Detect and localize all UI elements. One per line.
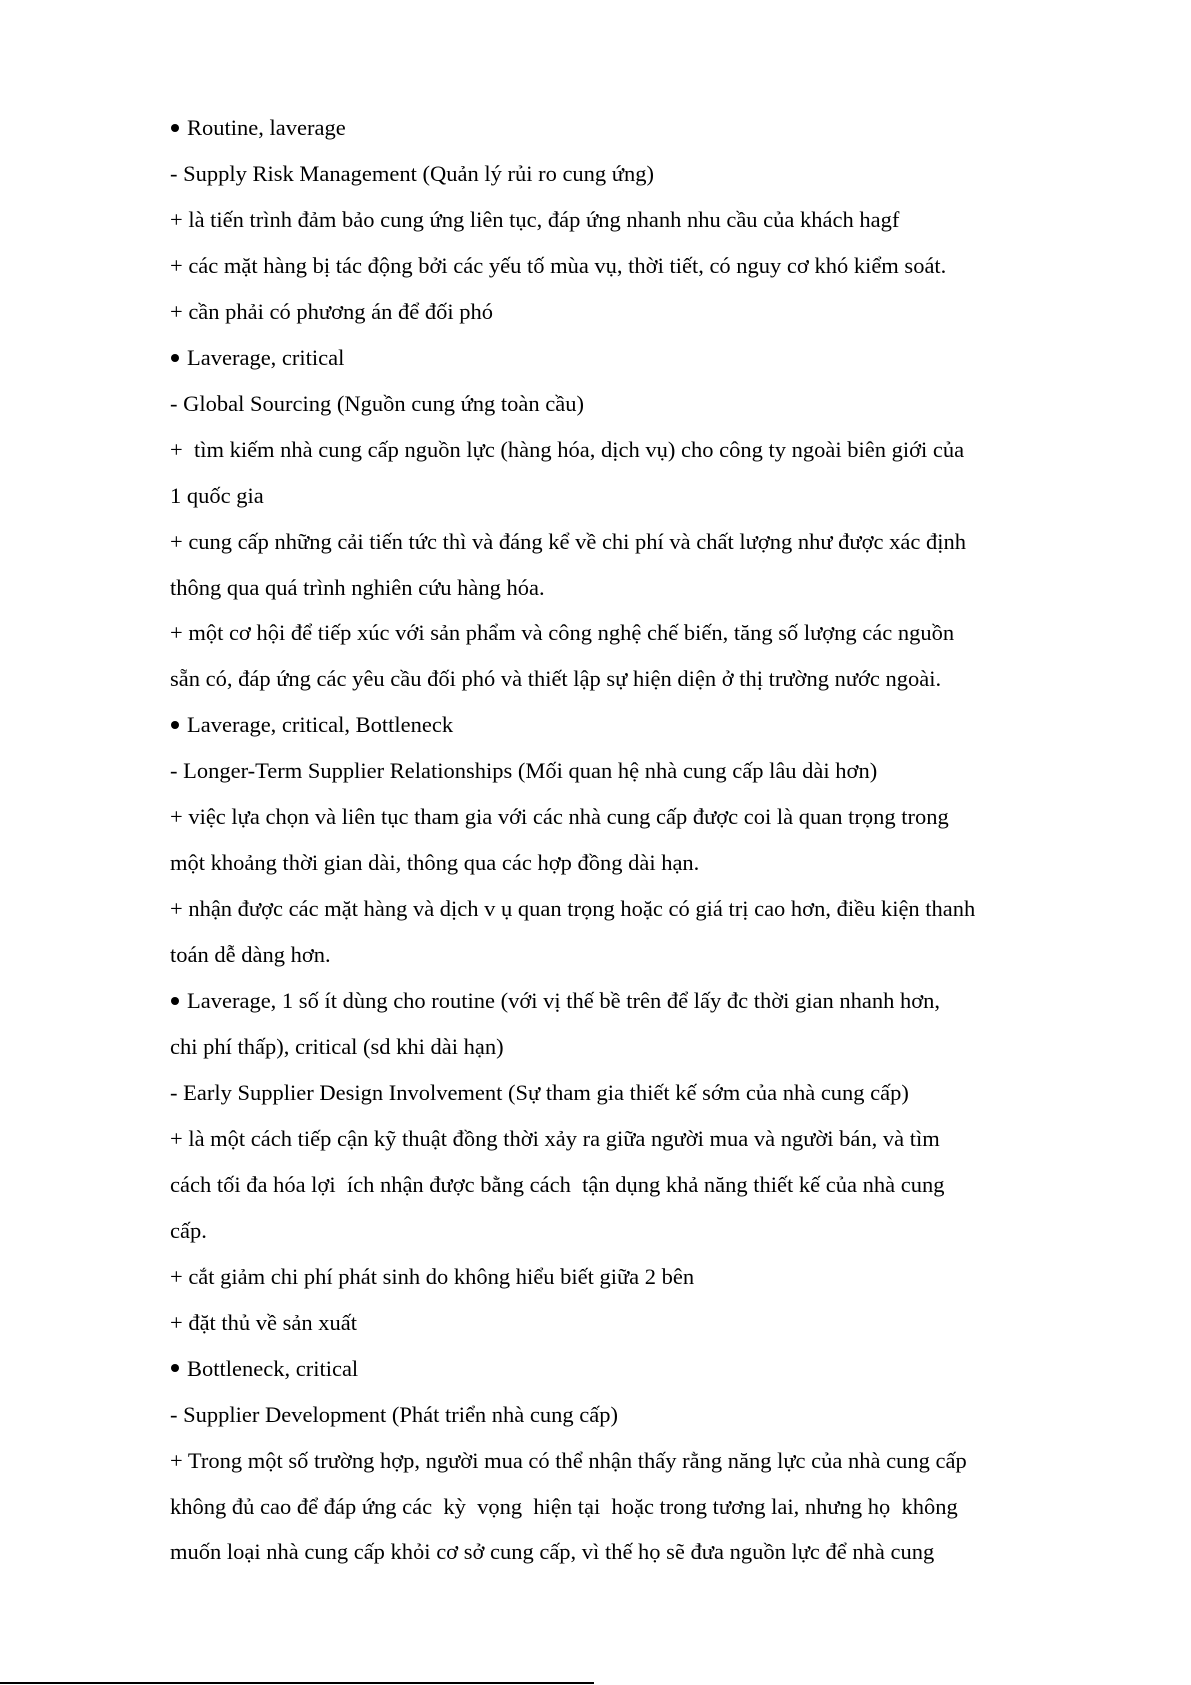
bullet-item	[170, 710, 453, 740]
text-line: cách tối đa hóa lợi ích nhận được bằng cách tận dụng khả năng thiết kế của nhà cung	[170, 1171, 945, 1197]
text-line: + nhận được các mặt hàng và dịch v ụ quan trọng hoặc có giá trị cao hơn, điều kiện thanh	[170, 896, 976, 922]
bullet-dot-icon	[171, 1364, 179, 1372]
text-line: thông qua quá trình nghiên cứu hàng hóa.	[170, 574, 545, 600]
bullet-text: Laverage, critical, Bottleneck	[187, 712, 454, 738]
bullet-item	[170, 986, 940, 1016]
text-line: sẵn có, đáp ứng các yêu cầu đối phó và thiết lập sự hiện diện ở thị trường nước ngoài.	[170, 666, 942, 692]
text-line: không đủ cao để đáp ứng các kỳ vọng hiện tại hoặc trong tương lai, nhưng họ không	[170, 1493, 958, 1519]
bullet-item	[170, 343, 344, 373]
text-line: + cung cấp những cải tiến tức thì và đáng kể về chi phí và chất lượng như được xác định	[170, 528, 966, 554]
footer-divider	[0, 1682, 594, 1684]
bullet-text: Routine, laverage	[187, 115, 346, 140]
text-line: + cắt giảm chi phí phát sinh do không hiểu biết giữa 2 bên	[170, 1263, 695, 1289]
bullet-text: Laverage, critical	[187, 344, 345, 370]
bullet-dot-icon	[171, 997, 179, 1005]
text-line: + tìm kiếm nhà cung cấp nguồn lực (hàng hóa, dịch vụ) cho công ty ngoài biên giới của	[170, 436, 965, 462]
text-line: + đặt thủ về sản xuất	[170, 1309, 358, 1335]
text-line: chi phí thấp), critical (sd khi dài hạn)	[170, 1034, 504, 1059]
bullet-text: Bottleneck, critical	[187, 1355, 359, 1381]
bullet-text: Laverage, 1 số ít dùng cho routine (với vị thế bề trên để lấy đc thời gian nhanh hơn,	[187, 988, 940, 1014]
text-line: + các mặt hàng bị tác động bởi các yếu tố mùa vụ, thời tiết, có nguy cơ khó kiểm soát.	[170, 252, 947, 278]
bullet-item	[170, 113, 346, 143]
bullet-dot-icon	[171, 124, 179, 132]
text-line: - Global Sourcing (Nguồn cung ứng toàn cầu)	[170, 390, 584, 416]
text-line: 1 quốc gia	[170, 482, 264, 508]
text-line: + là tiến trình đảm bảo cung ứng liên tục, đáp ứng nhanh nhu cầu của khách hagf	[170, 206, 900, 232]
text-line: - Supply Risk Management (Quản lý rủi ro cung ứng)	[170, 160, 654, 186]
bullet-dot-icon	[171, 721, 179, 729]
text-line: toán dễ dàng hơn.	[170, 942, 331, 968]
text-line: + việc lựa chọn và liên tục tham gia với các nhà cung cấp được coi là quan trọng trong	[170, 804, 949, 830]
text-line: + là một cách tiếp cận kỹ thuật đồng thời xảy ra giữa người mua và người bán, và tìm	[170, 1125, 940, 1151]
text-line: - Longer-Term Supplier Relationships (Mối quan hệ nhà cung cấp lâu dài hơn)	[170, 758, 878, 784]
text-line: muốn loại nhà cung cấp khỏi cơ sở cung cấp, vì thế họ sẽ đưa nguồn lực để nhà cung	[170, 1539, 935, 1565]
text-line: + Trong một số trường hợp, người mua có thể nhận thấy rằng năng lực của nhà cung cấp	[170, 1447, 967, 1473]
text-line: - Supplier Development (Phát triển nhà cung cấp)	[170, 1401, 618, 1427]
text-line: + cần phải có phương án để đối phó	[170, 298, 493, 324]
text-line: + một cơ hội để tiếp xúc với sản phẩm và công nghệ chế biến, tăng số lượng các nguồn	[170, 620, 955, 646]
text-line: cấp.	[170, 1217, 207, 1243]
bullet-item	[170, 1354, 358, 1384]
bullet-dot-icon	[171, 354, 179, 362]
text-line: một khoảng thời gian dài, thông qua các hợp đồng dài hạn.	[170, 850, 700, 876]
text-line: - Early Supplier Design Involvement (Sự tham gia thiết kế sớm của nhà cung cấp)	[170, 1079, 909, 1105]
